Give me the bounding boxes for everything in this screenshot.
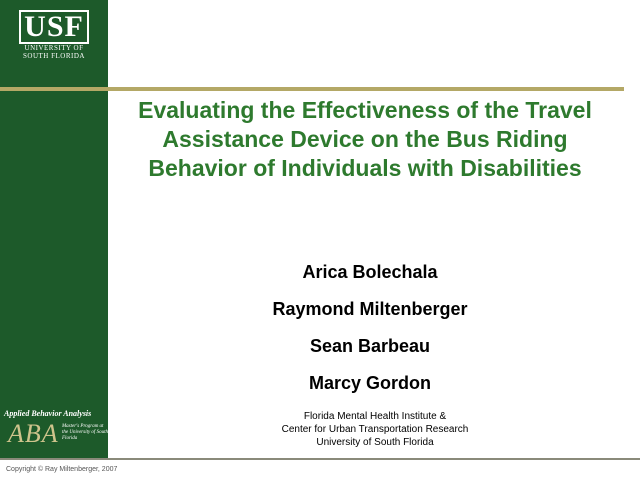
usf-logo-mark: USF bbox=[19, 10, 89, 44]
affiliation bbox=[240, 410, 510, 449]
author-name: Raymond Miltenberger bbox=[272, 299, 468, 319]
usf-logo bbox=[14, 10, 94, 68]
footer-divider bbox=[0, 458, 640, 460]
aba-logo-heading: Applied Behavior Analysis bbox=[4, 409, 92, 418]
affiliation-line: University of South Florida bbox=[316, 437, 434, 448]
copyright-notice: Copyright © Ray Miltenberger, 2007 bbox=[6, 466, 118, 473]
aba-logo-subtitle: Master's Program at the University of South Florida bbox=[62, 424, 108, 441]
usf-logo-line1: UNIVERSITY OF bbox=[24, 44, 84, 52]
sidebar bbox=[0, 0, 108, 458]
usf-logo-line2: SOUTH FLORIDA bbox=[23, 52, 85, 60]
author-name: Arica Bolechala bbox=[302, 262, 438, 282]
author-list bbox=[250, 254, 490, 402]
header-divider bbox=[0, 87, 624, 91]
aba-logo bbox=[4, 409, 108, 455]
affiliation-line: Center for Urban Transportation Research bbox=[281, 424, 469, 435]
affiliation-line: Florida Mental Health Institute & bbox=[303, 411, 447, 422]
author-name: Sean Barbeau bbox=[309, 336, 431, 356]
author-name: Marcy Gordon bbox=[308, 373, 432, 393]
aba-logo-mark: ABA bbox=[8, 419, 59, 448]
slide-title: Evaluating the Effectiveness of the Travel Assistance Device on the Bus Riding Behavior of Individuals with Disabilities bbox=[138, 97, 592, 181]
